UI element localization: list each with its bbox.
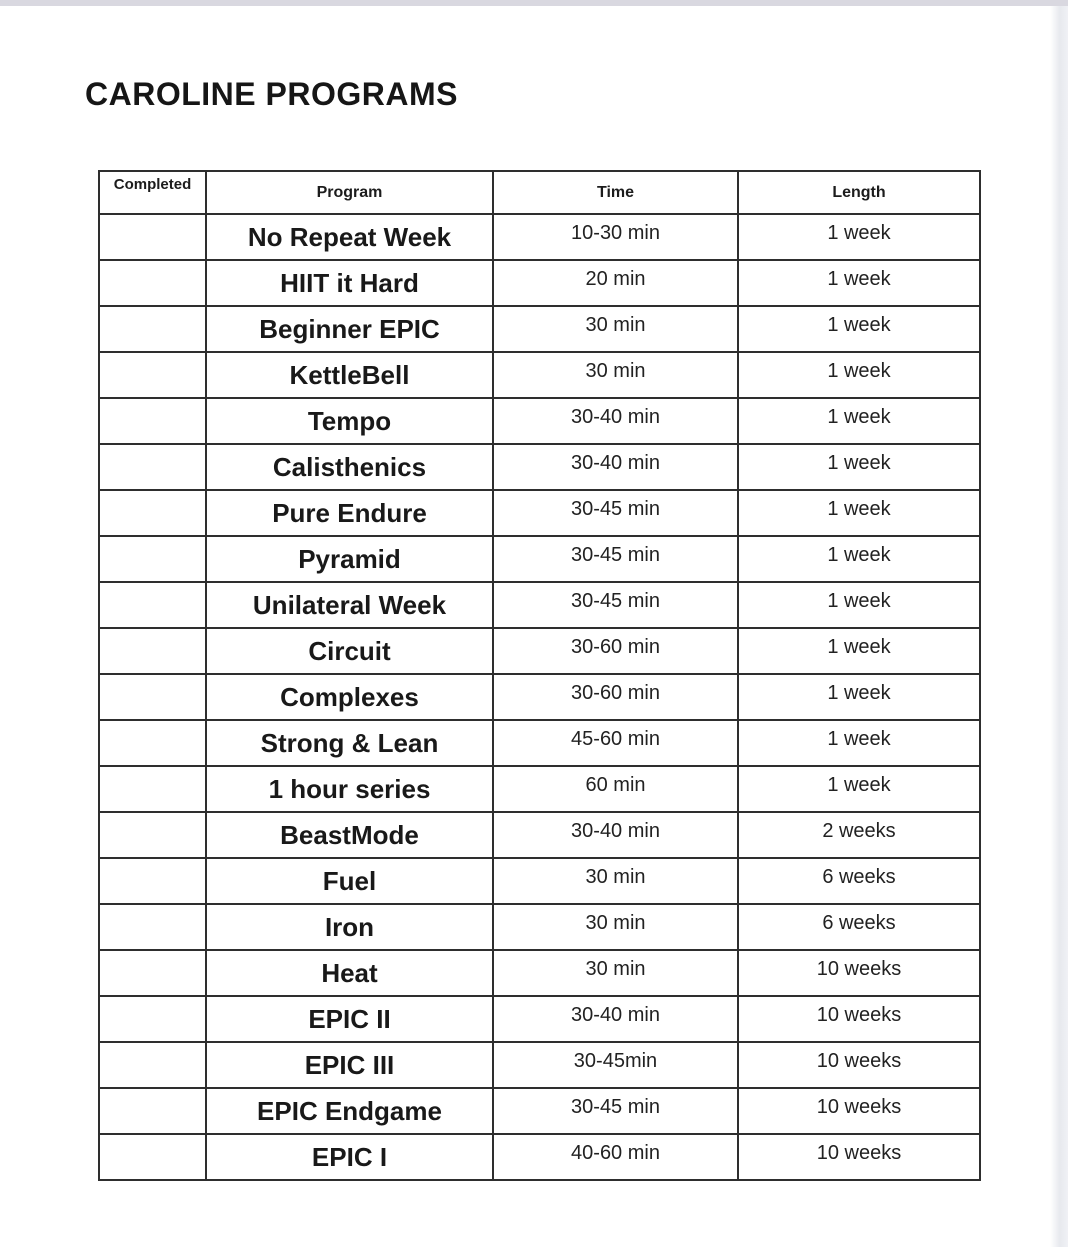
table-row <box>99 766 980 812</box>
length-cell: 1 week <box>738 444 980 490</box>
length-cell: 1 week <box>738 582 980 628</box>
program-cell: Unilateral Week <box>206 582 493 628</box>
page-title: CAROLINE PROGRAMS <box>85 76 458 112</box>
completed-cell <box>99 490 206 536</box>
program-cell: Pyramid <box>206 536 493 582</box>
length-cell: 1 week <box>738 766 980 812</box>
window-top-bar <box>0 0 1068 6</box>
time-cell: 30-60 min <box>493 674 738 720</box>
program-cell: BeastMode <box>206 812 493 858</box>
time-cell: 30 min <box>493 904 738 950</box>
table-row <box>99 720 980 766</box>
table-row <box>99 536 980 582</box>
program-cell: 1 hour series <box>206 766 493 812</box>
completed-cell <box>99 444 206 490</box>
time-cell: 30-45min <box>493 1042 738 1088</box>
program-cell: EPIC II <box>206 996 493 1042</box>
completed-cell <box>99 858 206 904</box>
completed-cell <box>99 214 206 260</box>
length-cell: 10 weeks <box>738 1134 980 1180</box>
table-row <box>99 1134 980 1180</box>
table-row <box>99 352 980 398</box>
table-header-row <box>99 171 980 214</box>
length-cell: 10 weeks <box>738 1088 980 1134</box>
length-cell: 1 week <box>738 490 980 536</box>
table-row <box>99 214 980 260</box>
table-row <box>99 306 980 352</box>
time-cell: 30-45 min <box>493 582 738 628</box>
time-cell: 30 min <box>493 950 738 996</box>
table-row <box>99 674 980 720</box>
table-row <box>99 444 980 490</box>
program-cell: Calisthenics <box>206 444 493 490</box>
table-row <box>99 628 980 674</box>
time-cell: 45-60 min <box>493 720 738 766</box>
completed-cell <box>99 628 206 674</box>
table-row <box>99 950 980 996</box>
page-edge-shadow <box>1050 6 1068 1247</box>
length-cell: 1 week <box>738 352 980 398</box>
length-cell: 1 week <box>738 628 980 674</box>
column-header-completed: Completed <box>99 171 206 214</box>
completed-cell <box>99 260 206 306</box>
time-cell: 30-40 min <box>493 996 738 1042</box>
completed-cell <box>99 582 206 628</box>
column-header-time: Time <box>493 171 738 214</box>
length-cell: 2 weeks <box>738 812 980 858</box>
program-cell: Complexes <box>206 674 493 720</box>
program-cell: Strong & Lean <box>206 720 493 766</box>
program-cell: EPIC I <box>206 1134 493 1180</box>
length-cell: 6 weeks <box>738 858 980 904</box>
program-cell: Heat <box>206 950 493 996</box>
time-cell: 30-40 min <box>493 444 738 490</box>
length-cell: 10 weeks <box>738 950 980 996</box>
table-row <box>99 1042 980 1088</box>
table-row <box>99 260 980 306</box>
program-cell: Tempo <box>206 398 493 444</box>
program-cell: HIIT it Hard <box>206 260 493 306</box>
programs-table <box>98 170 981 1181</box>
program-cell: Pure Endure <box>206 490 493 536</box>
length-cell: 10 weeks <box>738 1042 980 1088</box>
time-cell: 30 min <box>493 306 738 352</box>
completed-cell <box>99 1134 206 1180</box>
column-header-program: Program <box>206 171 493 214</box>
length-cell: 1 week <box>738 214 980 260</box>
length-cell: 1 week <box>738 536 980 582</box>
column-header-length: Length <box>738 171 980 214</box>
table-row <box>99 812 980 858</box>
completed-cell <box>99 398 206 444</box>
table-header <box>99 171 980 214</box>
completed-cell <box>99 352 206 398</box>
time-cell: 30-45 min <box>493 490 738 536</box>
table-row <box>99 904 980 950</box>
completed-cell <box>99 812 206 858</box>
time-cell: 30-45 min <box>493 1088 738 1134</box>
program-cell: Circuit <box>206 628 493 674</box>
completed-cell <box>99 950 206 996</box>
time-cell: 30-60 min <box>493 628 738 674</box>
time-cell: 40-60 min <box>493 1134 738 1180</box>
length-cell: 1 week <box>738 720 980 766</box>
completed-cell <box>99 1088 206 1134</box>
length-cell: 6 weeks <box>738 904 980 950</box>
length-cell: 1 week <box>738 306 980 352</box>
time-cell: 10-30 min <box>493 214 738 260</box>
table-row <box>99 398 980 444</box>
length-cell: 1 week <box>738 674 980 720</box>
completed-cell <box>99 674 206 720</box>
program-cell: Iron <box>206 904 493 950</box>
time-cell: 30-40 min <box>493 812 738 858</box>
completed-cell <box>99 306 206 352</box>
completed-cell <box>99 996 206 1042</box>
program-cell: No Repeat Week <box>206 214 493 260</box>
completed-cell <box>99 904 206 950</box>
table-row <box>99 1088 980 1134</box>
time-cell: 30 min <box>493 352 738 398</box>
length-cell: 10 weeks <box>738 996 980 1042</box>
time-cell: 30-45 min <box>493 536 738 582</box>
table-row <box>99 996 980 1042</box>
time-cell: 20 min <box>493 260 738 306</box>
time-cell: 60 min <box>493 766 738 812</box>
program-cell: Fuel <box>206 858 493 904</box>
length-cell: 1 week <box>738 260 980 306</box>
time-cell: 30 min <box>493 858 738 904</box>
completed-cell <box>99 720 206 766</box>
program-cell: EPIC III <box>206 1042 493 1088</box>
completed-cell <box>99 1042 206 1088</box>
program-table-body <box>99 214 980 1180</box>
table-row <box>99 490 980 536</box>
length-cell: 1 week <box>738 398 980 444</box>
program-cell: KettleBell <box>206 352 493 398</box>
table-row <box>99 858 980 904</box>
completed-cell <box>99 536 206 582</box>
completed-cell <box>99 766 206 812</box>
program-cell: EPIC Endgame <box>206 1088 493 1134</box>
program-cell: Beginner EPIC <box>206 306 493 352</box>
time-cell: 30-40 min <box>493 398 738 444</box>
table-row <box>99 582 980 628</box>
